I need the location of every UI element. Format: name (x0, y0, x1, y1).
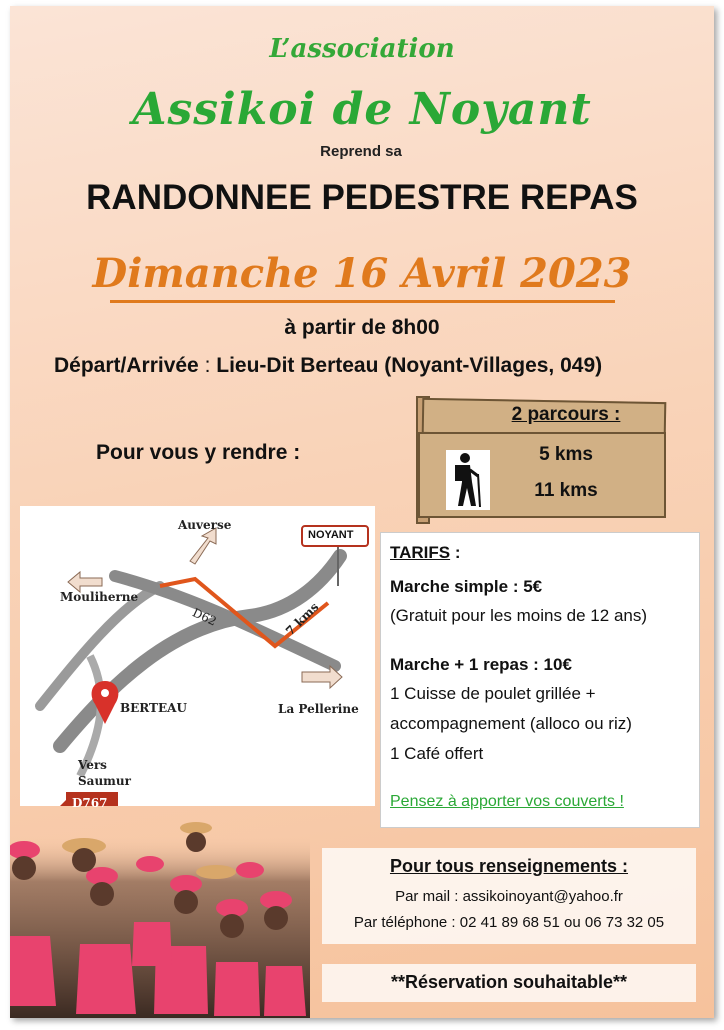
date-underline (110, 300, 615, 303)
tarif-meal-line3: 1 Café offert (390, 744, 484, 763)
routes-signpost (416, 396, 668, 524)
info-title: Pour tous renseignements : (389, 856, 629, 876)
departure-label: Départ/Arrivée (54, 354, 199, 377)
tarif-simple-note: (Gratuit pour les moins de 12 ans) (390, 606, 648, 625)
access-map (20, 506, 375, 810)
hiker-icon (446, 450, 490, 510)
event-date: Dimanche 16 Avril 2023 (92, 250, 632, 297)
tarifs-title-suffix: : (450, 543, 461, 562)
tarif-meal: Marche + 1 repas : 10€ (390, 655, 572, 674)
route-item: 11 kms (534, 480, 598, 501)
map-label-vers: Vers (78, 758, 107, 772)
departure-line (54, 354, 602, 378)
route-item: 5 kms (539, 444, 593, 465)
map-label-la-pellerine: La Pellerine (278, 702, 359, 716)
reservation-box (322, 964, 696, 1002)
start-time: à partir de 8h00 (284, 316, 440, 339)
info-box (322, 848, 696, 944)
arrow-auverse (190, 528, 216, 564)
tarif-simple: Marche simple : 5€ (390, 577, 543, 596)
map-label-auverse: Auverse (178, 518, 232, 532)
map-label-saumur: Saumur (78, 774, 131, 788)
arrow-mouliherne (68, 572, 102, 592)
info-mail: Par mail : assikoinoyant@yahoo.fr (395, 888, 623, 905)
departure-place: Lieu-Dit Berteau (Noyant-Villages, 049) (216, 354, 603, 377)
tarif-meal-line2: accompagnement (alloco ou riz) (390, 714, 632, 733)
tarifs-title-line (390, 543, 461, 563)
event-title: RANDONNEE PEDESTRE REPAS (86, 178, 638, 217)
map-label-berteau: BERTEAU (120, 701, 187, 715)
map-label-d767: D767 (72, 796, 108, 810)
getting-there-label: Pour vous y rendre : (96, 441, 301, 464)
routes-title: 2 parcours : (511, 404, 621, 425)
tarif-reminder: Pensez à apporter vos couverts ! (390, 793, 624, 810)
tarifs-box (380, 532, 700, 828)
map-label-distance: 7 kms (282, 599, 322, 639)
group-photo (10, 816, 310, 1018)
map-label-noyant: NOYANT (308, 529, 354, 541)
location-marker (92, 681, 119, 724)
association-name: Assikoi de Noyant (132, 84, 592, 135)
tarifs-title: TARIFS (390, 543, 451, 562)
departure-separator: : (198, 354, 217, 377)
association-line: L’association (269, 34, 455, 64)
map-label-mouliherne: Mouliherne (60, 590, 139, 604)
info-phone: Par téléphone : 02 41 89 68 51 ou 06 73 32 05 (353, 914, 665, 931)
reprend-text: Reprend sa (320, 143, 402, 160)
map-label-d62: D62 (190, 605, 219, 629)
tarif-meal-line1: 1 Cuisse de poulet grillée + (390, 684, 596, 703)
reservation-text: **Réservation souhaitable** (390, 972, 628, 992)
flyer-page (10, 6, 714, 1018)
